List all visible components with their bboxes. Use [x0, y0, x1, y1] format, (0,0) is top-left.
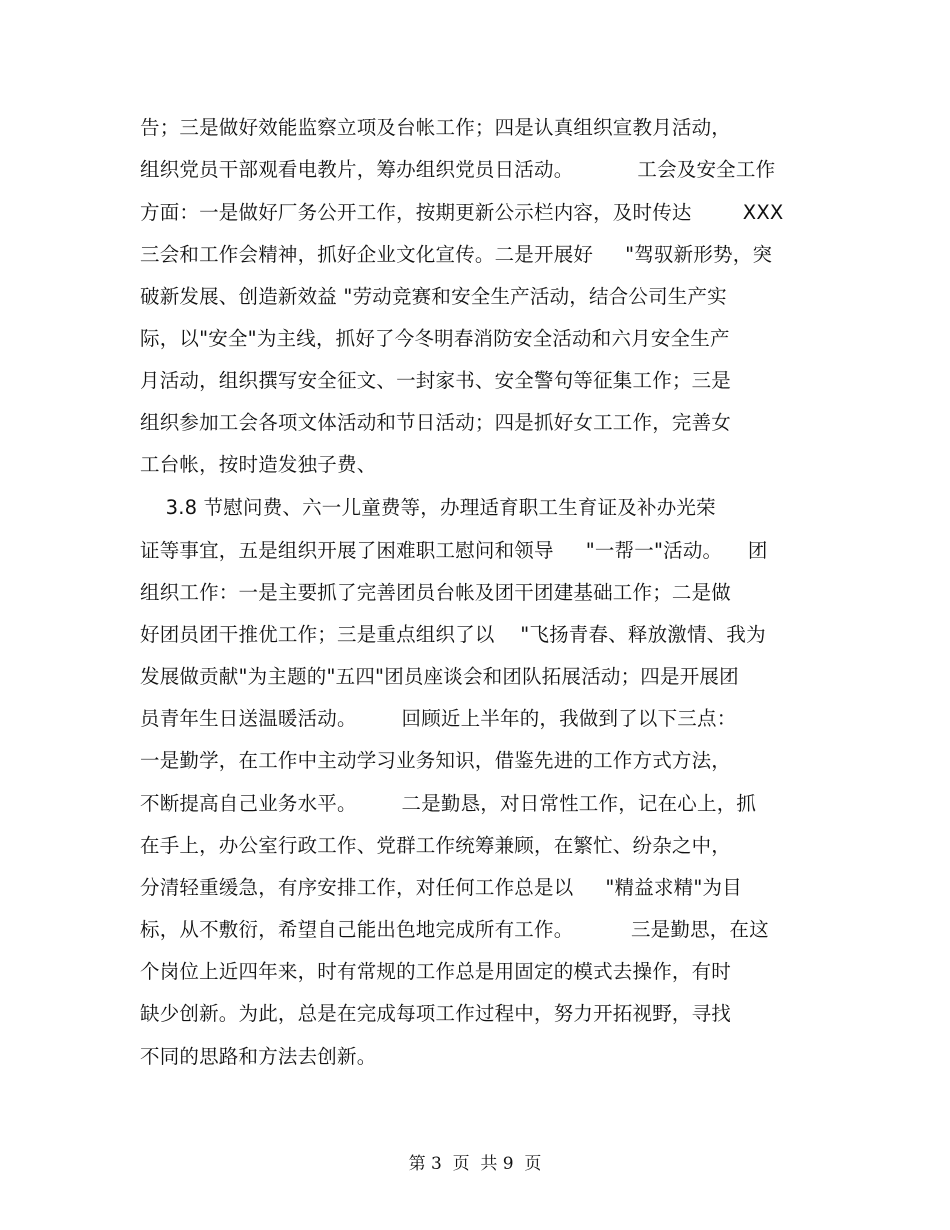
body-text-line: 好团员团干推优工作；三是重点组织了以 "飞扬青春、释放激情、我为: [140, 623, 766, 646]
body-text-line: 不同的思路和方法去创新。: [140, 1045, 377, 1068]
body-text-line: 不断提高自己业务水平。 二是勤恳，对日常性工作，记在心上，抓: [140, 792, 757, 815]
body-text-line: 组织参加工会各项文体活动和节日活动；四是抓好女工工作，完善女: [140, 411, 732, 434]
body-text-line: 个岗位上近四年来，时有常规的工作总是用固定的模式去操作，有时: [140, 960, 732, 983]
page-number-footer: 第 3 页 共 9 页: [408, 1154, 542, 1174]
body-text-line: 员青年生日送温暖活动。 回顾近上半年的，我做到了以下三点：: [140, 707, 737, 730]
body-text-line: 分清轻重缓急，有序安排工作，对任何工作总是以 "精益求精"为目: [140, 876, 742, 899]
body-text-line: 3.8 节慰问费、六一儿童费等，办理适育职工生育证及补办光荣: [140, 496, 716, 519]
body-text-line: 缺少创新。为此，总是在完成每项工作过程中，努力开拓视野，寻找: [140, 1002, 732, 1025]
body-text-line: 发展做贡献"为主题的"五四"团员座谈会和团队拓展活动；四是开展团: [140, 665, 739, 688]
body-text-line: 工台帐，按时造发独子费、: [140, 453, 377, 476]
body-text-line: 方面：一是做好厂务公开工作，按期更新公示栏内容，及时传达 XXX: [140, 201, 784, 224]
body-text-line: 标，从不敷衍，希望自己能出色地完成所有工作。 三是勤思，在这: [140, 918, 769, 941]
body-text-line: 证等事宜，五是组织开展了困难职工慰问和领导 "一帮一"活动。 团: [140, 539, 768, 562]
body-text-line: 破新发展、创造新效益 "劳动竞赛和安全生产活动，结合公司生产实: [140, 285, 727, 308]
body-text-line: 际，以"安全"为主线，抓好了今冬明春消防安全活动和六月安全生产: [140, 327, 730, 350]
body-text-line: 组织工作：一是主要抓了完善团员台帐及团干团建基础工作；二是做: [140, 581, 732, 604]
body-text-line: 一是勤学，在工作中主动学习业务知识，借鉴先进的工作方式方法，: [140, 749, 732, 772]
body-text-line: 在手上，办公室行政工作、党群工作统筹兼顾，在繁忙、纷杂之中，: [140, 834, 732, 857]
body-text-line: 组织党员干部观看电教片，筹办组织党员日活动。 工会及安全工作: [140, 158, 776, 181]
body-text-line: 月活动，组织撰写安全征文、一封家书、安全警句等征集工作；三是: [140, 369, 732, 392]
body-text-line: 告；三是做好效能监察立项及台帐工作；四是认真组织宣教月活动，: [140, 116, 732, 139]
body-text-line: 三会和工作会精神，抓好企业文化宣传。二是开展好 "驾驭新形势，突: [140, 243, 773, 266]
